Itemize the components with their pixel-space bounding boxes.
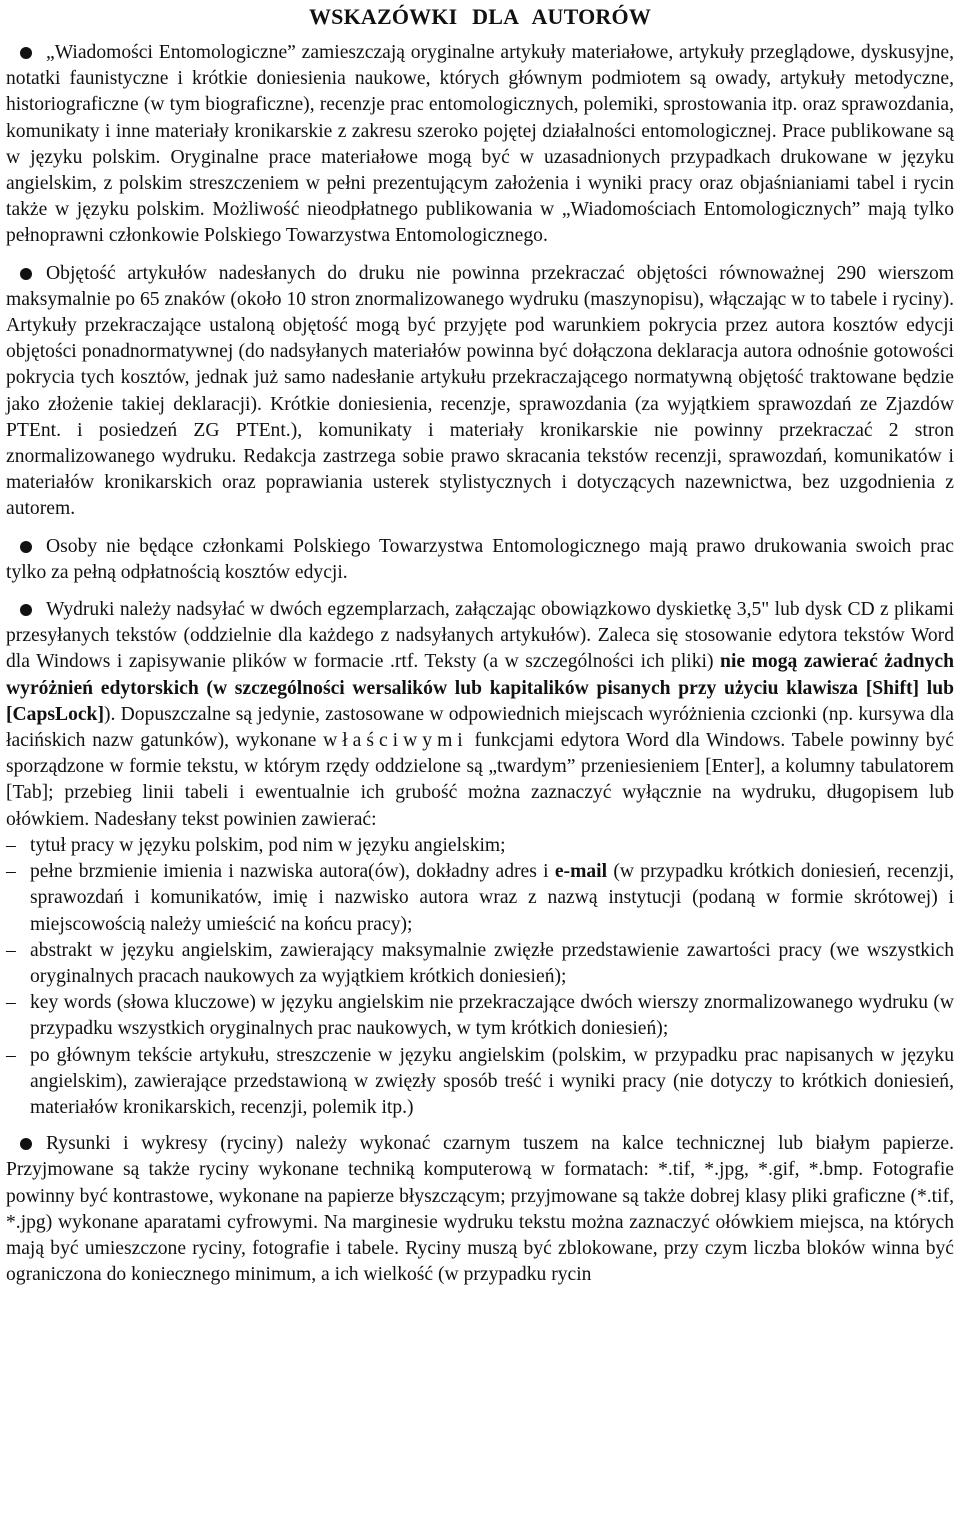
paragraph-non-members [6,534,954,586]
list-item-text: tytuł pracy w języku polskim, pod nim w języku angielskim; [30,834,506,856]
paragraph-printouts [6,597,954,833]
document-page [6,4,954,1299]
dash-icon: – [6,939,16,961]
list-item-text: key words (słowa kluczowe) w języku angielskim nie przekraczające dwóch wierszy znormalizowanego wydruku (w przypadku wszystkich oryginalnych prac naukowych, w tym krótkich doniesień); [30,992,954,1040]
list-item [6,990,954,1042]
list-item [6,938,954,990]
dash-icon: – [6,861,16,883]
list-item-text: abstrakt w języku angielskim, zawierający maksymalnie zwięzłe przedstawienie zawartości pracy (we wszystkich oryginalnych pracach naukowych za wyjątkiem krótkich doniesień); [30,939,954,987]
list-item [6,1043,954,1122]
list-item-text: (w przypadku krótkich doniesień, recenzji, sprawozdań i komunikatów, imię i nazwisko autora wraz z nazwą instytucji (podaną w formie skrótowej) i miejscowością należy umieścić na końcu pracy); [30,861,954,935]
dash-icon: – [6,992,16,1014]
required-contents-list [6,833,954,1121]
paragraph-figures [6,1131,954,1288]
bullet-icon [20,1138,32,1150]
list-item-text: pełne brzmienie imienia i nazwiska autora(ów), dokładny adres i [30,861,555,883]
paragraph-printouts-text-b: ). Dopuszczalne są jedynie, zastosowane w odpowiednich miejscach wyróżnienia czcionki (np. kursywa dla łacińskich nazw gatunków), wykonane [6,703,954,752]
paragraph-scope [6,40,954,250]
list-item-text: po głównym tekście artykułu, streszczenie w języku angielskim (polskim, w przypadku prac napisanych w języku angielskim), zawierające przedstawioną w zwięzły sposób treść i wyniki pracy (nie dotyczy to krótkich doniesień, materiałów kronikarskich, recenzji, polemik itp.) [30,1044,954,1118]
bullet-icon [20,268,32,280]
paragraph-printouts-text-a: Wydruki należy nadsyłać w dwóch egzemplarzach, załączając obowiązkowo dyskietkę 3,5" lub dysk CD z plikami przesyłanych tekstów (oddzielnie dla każdego z nadsyłanych artykułów). Zaleca się stosowanie edytora tekstów Word dla Windows i zapisywanie plików w formacie .rtf. Teksty (a w szczególności ich pliki) [6,599,954,673]
paragraph-figures-text: Rysunki i wykresy (ryciny) należy wykonać czarnym tuszem na kalce technicznej lub białym papierze. Przyjmowane są także ryciny wykonane techniką komputerową w formatach: *.tif, *.jpg, *.gif, *.bmp. Fotografie powinny być kontrastowe, wykonane na papierze błyszczącym; przyjmowane są także dobrej klasy pliki graficzne (*.tif, *.jpg) wykonane aparatami cyfrowymi. Na marginesie wydruku tekstu można zaznaczyć ołówkiem miejsca, na których mają być umieszczone ryciny, fotografie i tabele. Ryciny muszą być zblokowane, przy czym liczba bloków winna być ograniczona do koniecznego minimum, a ich wielkość (w przypadku rycin [6,1133,954,1286]
list-item [6,859,954,938]
paragraph-printouts-text-c: funkcjami edytora Word dla Windows. Tabele powinny być sporządzone w formie tekstu, w którym rzędy oddzielone są „twardym” przeniesieniem [Enter], a kolumny tabulatorem [Tab]; przebieg linii tabeli i ewentualnie ich grubość można zaznaczyć wyłącznie na wydruku, długopisem lub ołówkiem. Nadesłany tekst powinien zawierać: [6,730,954,830]
page-title: WSKAZÓWKI DLA AUTORÓW [308,4,652,29]
bullet-icon [20,47,32,59]
paragraph-non-members-text: Osoby nie będące członkami Polskiego Towarzystwa Entomologicznego mają prawo drukowania swoich prac tylko za pełną odpłatnością kosztów edycji. [6,535,954,583]
bullet-icon [20,541,32,553]
dash-icon: – [6,1044,16,1066]
paragraph-length [6,261,954,523]
paragraph-printouts-bold: nie mogą zawierać żadnych wyróżnień edytorskich (w szczególności wersalików lub kapitalików pisanych przy użyciu klawisza [Shift] lub [CapsLock] [6,651,954,725]
paragraph-printouts-spaced: właściwymi [323,730,468,752]
list-item-bold: e-mail [554,861,608,883]
paragraph-length-text: Objętość artykułów nadesłanych do druku nie powinna przekraczać objętości równoważnej 290 wierszom maksymalnie po 65 znaków (około 10 stron znormalizowanego wydruku (maszynopisu), włączając w to tabele i ryciny). Artykuły przekraczające ustaloną objętość mogą być przyjęte pod warunkiem pokrycia przez autora kosztów edycji objętości ponadnormatywnej (do nadsyłanych materiałów powinna być dołączona deklaracja autora odnośnie gotowości pokrycia tych kosztów, jednak już samo nadesłanie artykułu przekraczającego normatywną objętość traktowane będzie jako złożenie takiej deklaracji). Krótkie doniesienia, recenzje, sprawozdania (za wyjątkiem sprawozdań ze Zjazdów PTEnt. i posiedzeń ZG PTEnt.), komunikaty i materiały kronikarskie nie powinny przekraczać 2 stron znormalizowanego wydruku. Redakcja zastrzega sobie prawo skracania tekstów recenzji, sprawozdań, komunikatów i materiałów kronikarskich oraz poprawiania usterek stylistycznych i dotyczących nazewnictwa, bez uzgodnienia z autorem. [6,262,954,520]
list-item [6,833,954,859]
paragraph-scope-text: „Wiadomości Entomologiczne” zamieszczają oryginalne artykuły materiałowe, artykuły przeglądowe, dyskusyjne, notatki faunistyczne i krótkie doniesienia naukowe, których głównym podmiotem są owady, artykuły metodyczne, historiograficzne (w tym biograficzne), recenzje prac entomologicznych, polemiki, sprostowania itp. oraz sprawozdania, komunikaty i inne materiały kronikarskie z zakresu szeroko pojętej działalności entomologicznej. Prace publikowane są w języku polskim. Oryginalne prace materiałowe mogą być w uzasadnionych przypadkach drukowane w języku angielskim, z polskim streszczeniem w pełni prezentującym założenia i wyniki pracy oraz objaśnianiami tabel i rycin także w języku polskim. Możliwość nieodpłatnego publikowania w „Wiadomościach Entomologicznych” mają tylko pełnoprawni członkowie Polskiego Towarzystwa Entomologicznego. [6,42,954,247]
bullet-icon [20,604,32,616]
dash-icon: – [6,834,16,856]
